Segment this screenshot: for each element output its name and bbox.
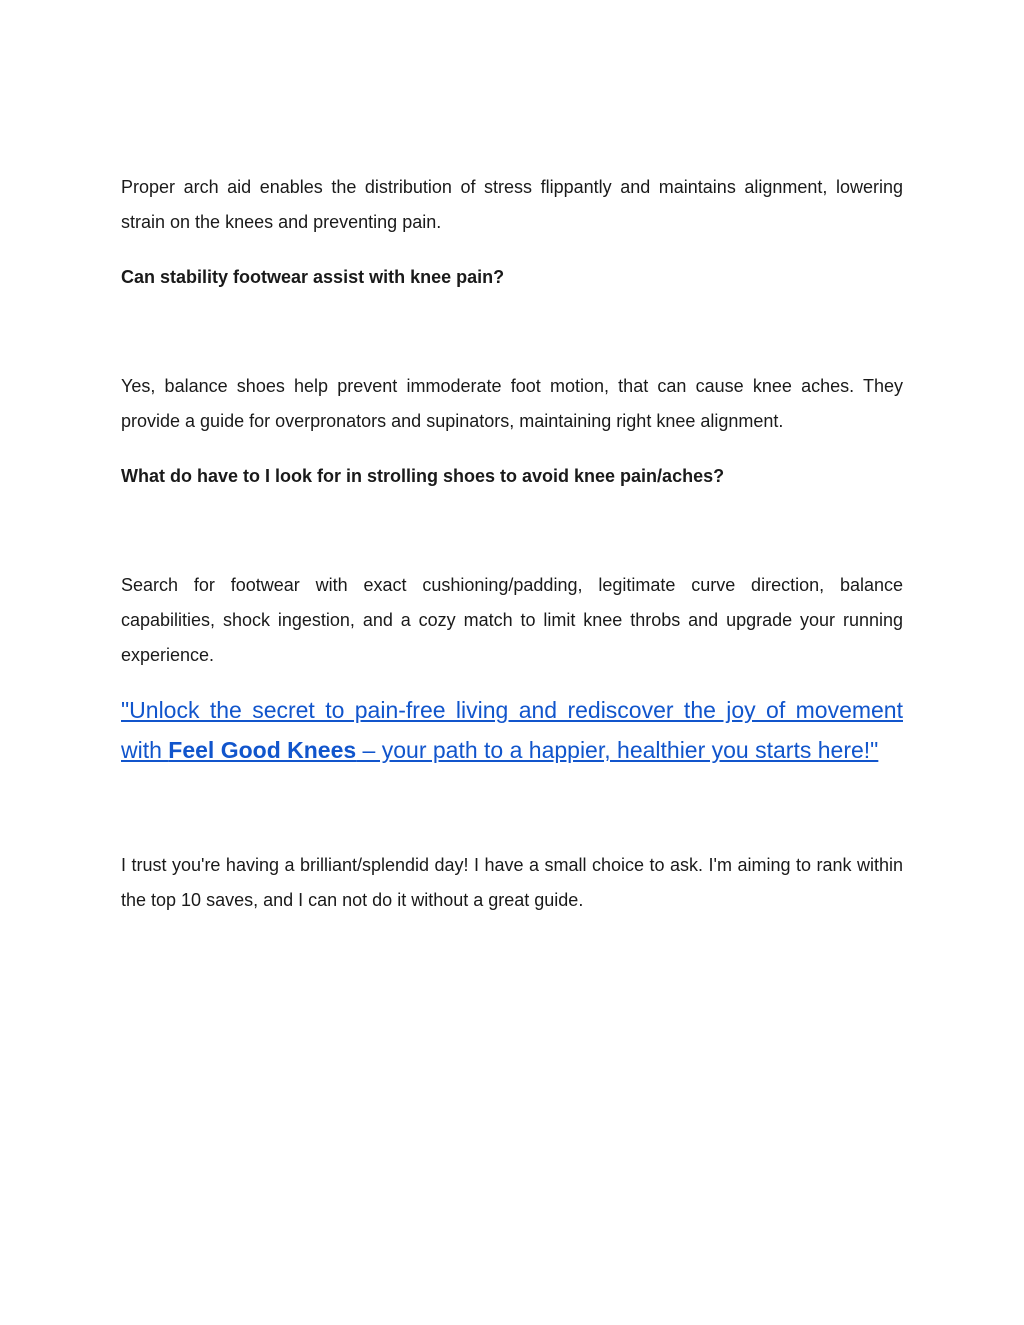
answer-stability-footwear: Yes, balance shoes help prevent immoderate foot motion, that can cause knee aches. They provide a guide for overpronators and supinators, maintaining right knee alignment. [121, 376, 903, 431]
document-page [121, 170, 903, 918]
paragraph-arch-support: Proper arch aid enables the distribution of stress flippantly and maintains alignment, lowering strain on the knees and preventing pain. [121, 177, 903, 232]
promo-link-prefix: "Unlock the secret to pain-free living and rediscover the joy of movement with [121, 697, 903, 763]
promo-link[interactable] [121, 697, 903, 763]
answer-walking-shoes: Search for footwear with exact cushioning/padding, legitimate curve direction, balance capabilities, shock ingestion, and a cozy match to limit knee throbs and upgrade your running experience. [121, 575, 903, 665]
promo-brand-name: Feel Good Knees [168, 737, 357, 763]
promo-link-suffix: – your path to a happier, healthier you starts here!" [356, 737, 879, 763]
question-walking-shoes: What do have to I look for in strolling shoes to avoid knee pain/aches? [121, 466, 725, 486]
question-stability-footwear: Can stability footwear assist with knee pain? [121, 267, 505, 287]
paragraph-closing: I trust you're having a brilliant/splendid day! I have a small choice to ask. I'm aiming to rank within the top 10 saves, and I can not do it without a great guide. [121, 855, 903, 910]
promo-link-paragraph [121, 690, 903, 770]
